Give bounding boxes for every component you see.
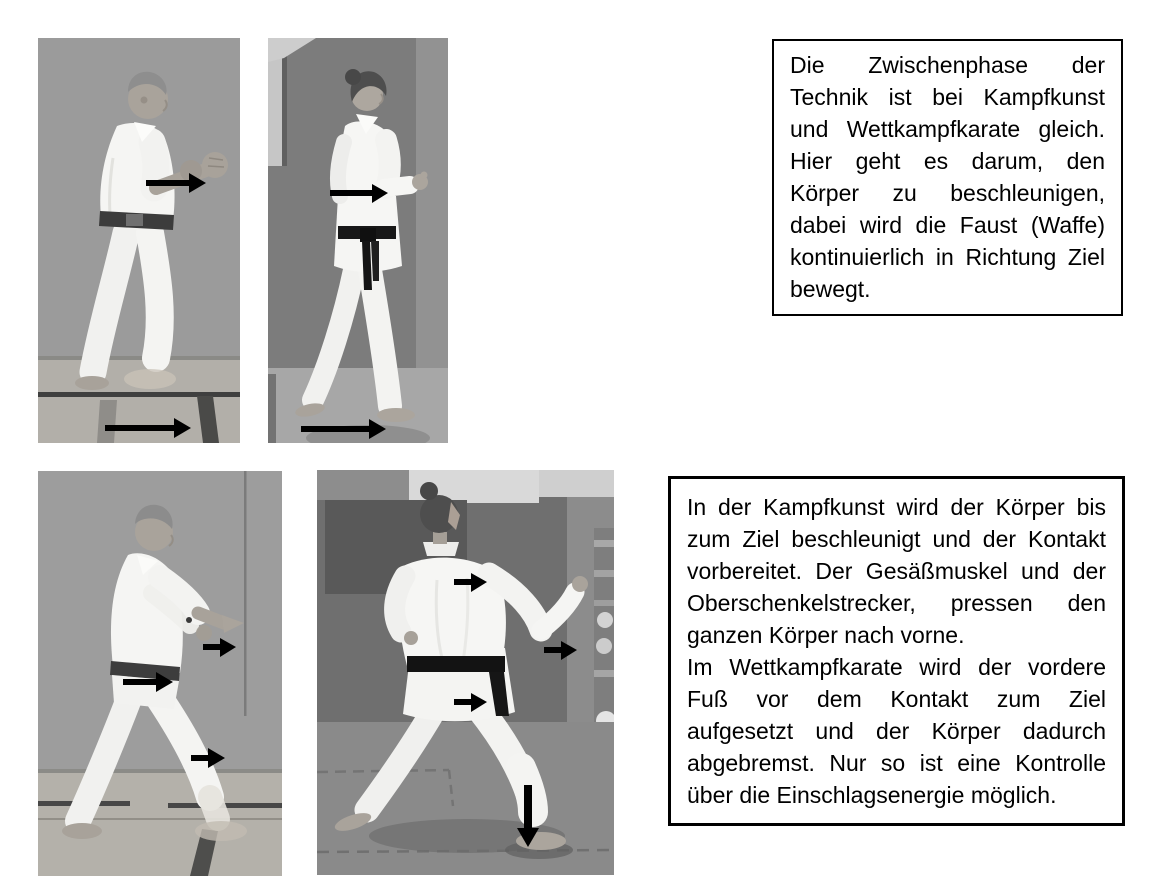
textbox-wettkampf-paragraph: Im Wettkampfkarate wird der vordere Fuß vor dem Kontakt zum Ziel aufgesetzt und der Körper dadurch abgebremst. Nur so ist eine Kontrolle über die Einschlagsenergie möglich. bbox=[687, 654, 1106, 808]
textbox-zwischenphase bbox=[772, 39, 1123, 316]
photo-man-lunge bbox=[38, 471, 282, 876]
photo-man-walking bbox=[38, 38, 240, 443]
photo-man-lunge-illustration bbox=[38, 471, 282, 876]
textbox-kampfkunst-wettkampf bbox=[668, 476, 1125, 826]
photo-woman-front-stance-illustration bbox=[317, 470, 614, 875]
textbox-kampfkunst-paragraph: In der Kampfkunst wird der Körper bis zum Ziel beschleunigt und der Kontakt vorbereitet. Der Gesäßmuskel und der Oberschenkelstrecker, pressen den ganzen Körper nach vorne. bbox=[687, 494, 1106, 648]
photo-woman-walking-illustration bbox=[268, 38, 448, 443]
photo-woman-walking bbox=[268, 38, 448, 443]
photo-woman-front-stance bbox=[317, 470, 614, 875]
photo-man-walking-illustration bbox=[38, 38, 240, 443]
textbox-zwischenphase-text: Die Zwischenphase der Technik ist bei Kampfkunst und Wettkampfkarate gleich. Hier geht es darum, den Körper zu beschleunigen, dabei wird die Faust (Waffe) kontinuierlich in Richtung Ziel bewegt. bbox=[790, 52, 1105, 302]
